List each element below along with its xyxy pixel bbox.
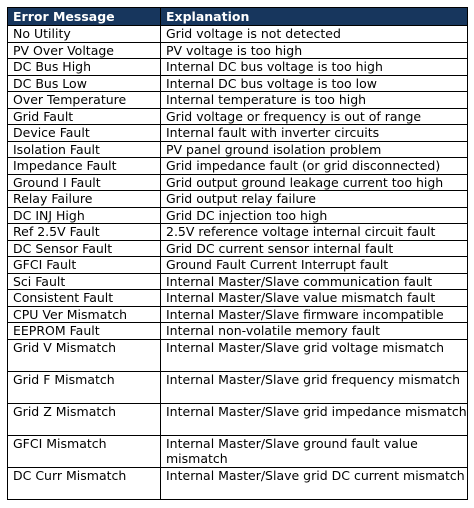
explanation-cell: Internal Master/Slave grid DC current mismatch [161, 467, 468, 499]
explanation-cell: Internal Master/Slave grid frequency mismatch [161, 371, 468, 403]
explanation-cell: Grid voltage or frequency is out of range [161, 108, 468, 125]
error-message-cell: Impedance Fault [8, 158, 161, 175]
explanation-cell: 2.5V reference voltage internal circuit fault [161, 224, 468, 241]
table-row [8, 273, 468, 290]
explanation-cell: Grid DC injection too high [161, 207, 468, 224]
table-row [8, 108, 468, 125]
error-message-cell: Grid F Mismatch [8, 371, 161, 403]
explanation-cell: Internal temperature is too high [161, 92, 468, 109]
column-header-explanation: Explanation [161, 8, 468, 26]
table-row [8, 435, 468, 467]
explanation-cell: Grid impedance fault (or grid disconnected) [161, 158, 468, 175]
table-header-row [8, 8, 468, 26]
table-row [8, 75, 468, 92]
error-message-cell: PV Over Voltage [8, 42, 161, 59]
error-message-cell: Grid Fault [8, 108, 161, 125]
error-message-cell: EEPROM Fault [8, 323, 161, 340]
explanation-cell: Grid output ground leakage current too high [161, 174, 468, 191]
error-message-cell: Over Temperature [8, 92, 161, 109]
error-message-cell: Ground I Fault [8, 174, 161, 191]
table-row [8, 257, 468, 274]
error-message-cell: GFCI Mismatch [8, 435, 161, 467]
explanation-cell: Internal Master/Slave ground fault value mismatch [161, 435, 468, 467]
table-row [8, 158, 468, 175]
table-row [8, 240, 468, 257]
table-row [8, 323, 468, 340]
explanation-cell: PV voltage is too high [161, 42, 468, 59]
error-message-cell: DC INJ High [8, 207, 161, 224]
error-message-cell: No Utility [8, 26, 161, 43]
table-row [8, 141, 468, 158]
error-message-cell: DC Bus High [8, 59, 161, 76]
table-row [8, 339, 468, 371]
explanation-cell: Internal Master/Slave value mismatch fault [161, 290, 468, 307]
error-message-cell: Isolation Fault [8, 141, 161, 158]
table-row [8, 207, 468, 224]
error-message-cell: Ref 2.5V Fault [8, 224, 161, 241]
table-row [8, 59, 468, 76]
explanation-cell: Internal Master/Slave communication fault [161, 273, 468, 290]
error-message-cell: Grid Z Mismatch [8, 403, 161, 435]
explanation-cell: Grid DC current sensor internal fault [161, 240, 468, 257]
explanation-cell: Internal Master/Slave grid voltage mismatch [161, 339, 468, 371]
explanation-cell: Grid voltage is not detected [161, 26, 468, 43]
table-row [8, 224, 468, 241]
error-message-cell: Grid V Mismatch [8, 339, 161, 371]
table-row [8, 403, 468, 435]
error-message-table [7, 7, 468, 500]
explanation-cell: Grid output relay failure [161, 191, 468, 208]
explanation-cell: Internal DC bus voltage is too high [161, 59, 468, 76]
explanation-cell: Internal Master/Slave grid impedance mismatch [161, 403, 468, 435]
table-row [8, 174, 468, 191]
error-message-cell: Consistent Fault [8, 290, 161, 307]
table-row [8, 290, 468, 307]
explanation-cell: PV panel ground isolation problem [161, 141, 468, 158]
error-message-cell: GFCI Fault [8, 257, 161, 274]
error-message-cell: CPU Ver Mismatch [8, 306, 161, 323]
column-header-error-message: Error Message [8, 8, 161, 26]
error-message-cell: DC Bus Low [8, 75, 161, 92]
explanation-cell: Internal DC bus voltage is too low [161, 75, 468, 92]
explanation-cell: Internal fault with inverter circuits [161, 125, 468, 142]
table-row [8, 371, 468, 403]
table-row [8, 306, 468, 323]
error-message-cell: DC Curr Mismatch [8, 467, 161, 499]
error-message-cell: Relay Failure [8, 191, 161, 208]
explanation-cell: Internal Master/Slave firmware incompatible [161, 306, 468, 323]
explanation-cell: Ground Fault Current Interrupt fault [161, 257, 468, 274]
table-row [8, 125, 468, 142]
table-row [8, 42, 468, 59]
table-row [8, 92, 468, 109]
error-message-cell: DC Sensor Fault [8, 240, 161, 257]
table-row [8, 26, 468, 43]
error-message-cell: Sci Fault [8, 273, 161, 290]
table-row [8, 191, 468, 208]
explanation-cell: Internal non-volatile memory fault [161, 323, 468, 340]
error-message-cell: Device Fault [8, 125, 161, 142]
table-row [8, 467, 468, 499]
